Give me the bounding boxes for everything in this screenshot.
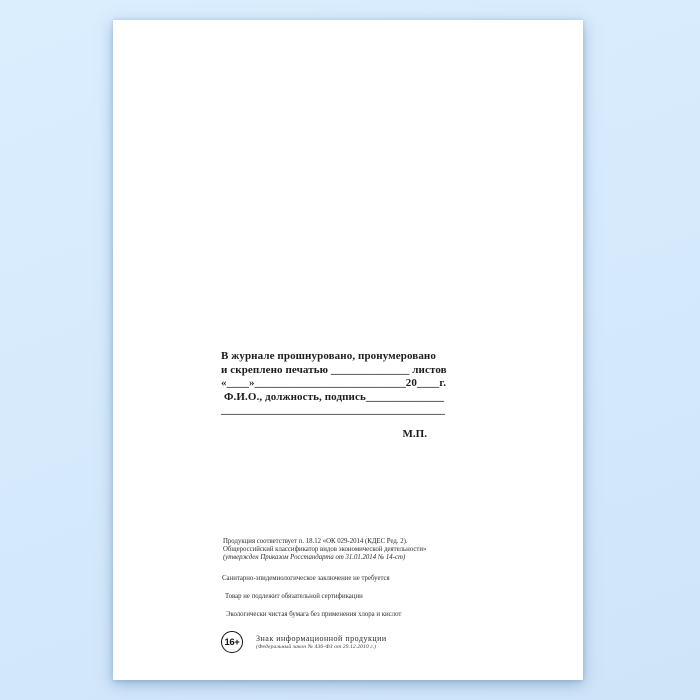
certification-line-5: ________________________________________ <box>221 404 445 416</box>
compliance-line-2: Общероссийский классификатор видов экономической деятельности» <box>223 546 427 554</box>
certification-line-1: В журнале прошнуровано, пронумеровано <box>221 350 436 362</box>
age-mark-text <box>256 631 387 650</box>
certification-line-4: Ф.И.О., должность, подпись______________ <box>224 390 445 403</box>
sanitary-note: Санитарно-эпидемиологическое заключение не требуется <box>222 575 390 582</box>
eco-paper-note: Экологически чистая бумага без применения хлора и кислот <box>226 611 402 618</box>
stamp-place-label: М.П. <box>402 428 427 440</box>
age-mark-law: (Федеральный закон № 436-ФЗ от 29.12.2010 г.) <box>256 644 377 650</box>
compliance-line-1: Продукция соответствует п. 18.12 «ОК 029-2014 (КДЕС Ред. 2). <box>223 538 408 545</box>
certification-line-2: и скреплено печатью ______________ листов <box>221 363 447 376</box>
product-compliance-block <box>223 538 426 563</box>
compliance-line-3: (утвержден Приказом Росстандарта от 31.01.2014 № 14-ст) <box>223 554 406 562</box>
journal-back-page <box>113 20 583 680</box>
certification-note: Товар не подлежит обязательной сертификации <box>225 593 363 600</box>
certification-block <box>221 350 445 418</box>
age-mark-row <box>221 631 387 653</box>
age-16-badge-icon: 16+ <box>221 631 243 653</box>
certification-line-3: «____»___________________________20____г. <box>221 377 447 389</box>
age-mark-label: Знак информационной продукции <box>256 634 387 643</box>
